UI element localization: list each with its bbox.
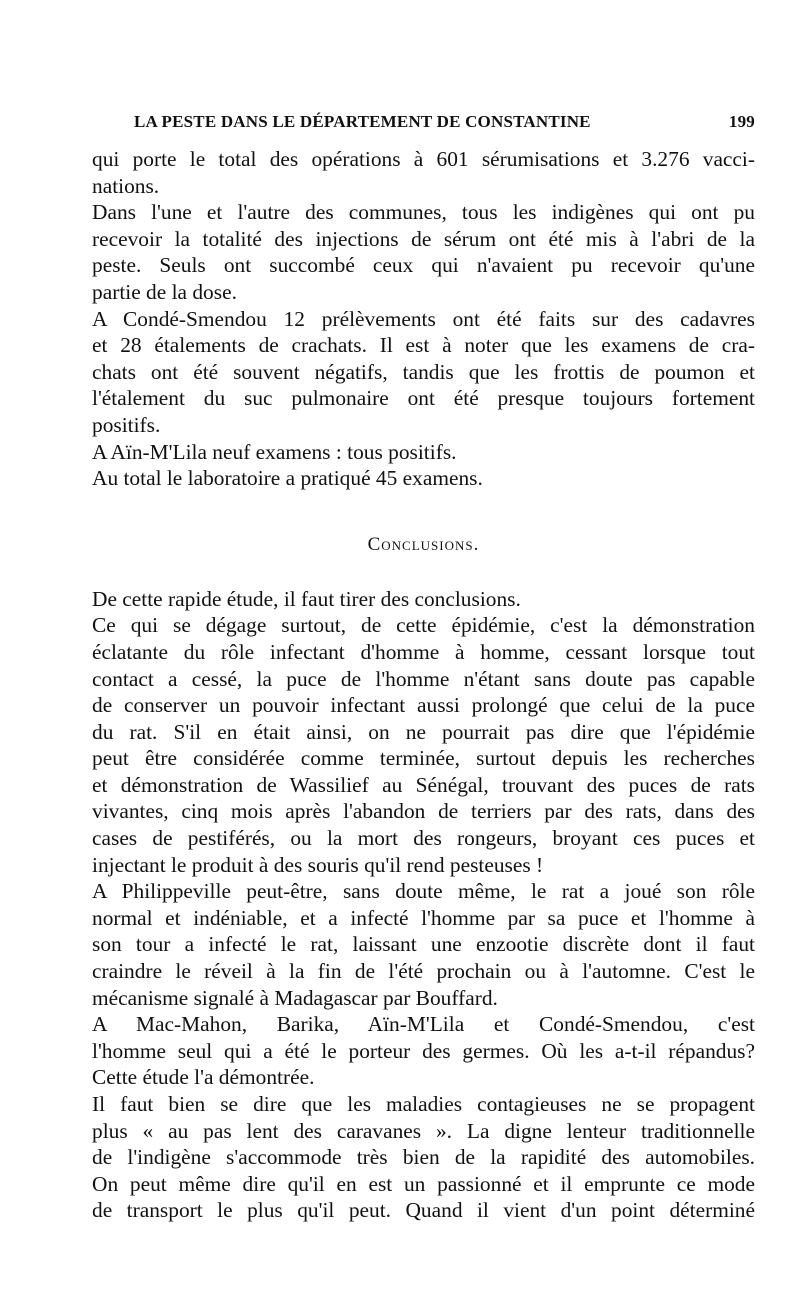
text-line: Dans l'une et l'autre des communes, tous les indigènes qui ont pu [92,200,755,225]
paragraph [92,612,755,878]
text-line: Il faut bien se dire que les maladies contagieuses ne se propagent [92,1092,755,1116]
text-line: vivantes, cinq mois après l'abandon de terriers par des rats, dans des [92,799,755,824]
paragraph [92,586,755,613]
section-heading: Conclusions. [367,533,480,555]
text-line: normal et indéniable, et a infecté l'homme par sa puce et l'homme à [92,905,755,930]
body-text-before [92,146,755,492]
running-head [92,112,755,132]
paragraph [92,465,755,492]
body-text-after [92,586,755,1224]
text-line: De cette rapide étude, il faut tirer des conclusions. [92,586,521,611]
text-line: cases de pestiférés, ou la mort des rongeurs, broyant ces puces et [92,826,755,851]
text-line: éclatante du rôle infectant d'homme à homme, cessant lorsque tout [92,639,755,664]
paragraph [92,199,755,305]
text-line: son tour a infecté le rat, laissant une enzootie discrète dont il faut [92,932,755,957]
text-line: et 28 étalements de crachats. Il est à noter que les examens de cra- [92,333,755,358]
text-line: On peut même dire qu'il en est un passionné et il emprunte ce mode [92,1171,755,1196]
text-line: de l'indigène s'accommode très bien de la rapidité des automobiles. [92,1145,755,1170]
paragraph [92,439,755,466]
page-number: 199 [728,112,755,131]
text-line: du rat. S'il en était ainsi, on ne pourrait pas dire que l'épidémie [92,719,755,744]
running-title: LA PESTE DANS LE DÉPARTEMENT DE CONSTANTINE [134,112,591,131]
text-line: Ce qui se dégage surtout, de cette épidémie, c'est la démonstration [92,613,755,638]
text-line: de transport le plus qu'il peut. Quand il vient d'un point déterminé [92,1198,755,1223]
text-line: mécanisme signalé à Madagascar par Bouffard. [92,985,498,1010]
text-line: A Mac-Mahon, Barika, Aïn-M'Lila et Condé-Smendou, c'est [92,1012,755,1037]
text-line: et démonstration de Wassilief au Sénégal, trouvant des puces de rats [92,772,755,797]
text-line: Au total le laboratoire a pratiqué 45 examens. [92,466,483,491]
text-line: A Philippeville peut-être, sans doute même, le rat a joué son rôle [92,879,755,904]
text-line: recevoir la totalité des injections de sérum ont été mis à l'abri de la [92,226,755,251]
text-line: peut être considérée comme terminée, surtout depuis les recherches [92,746,755,771]
text-line: injectant le produit à des souris qu'il rend pesteuses ! [92,852,544,877]
text-line: nations. [92,173,160,198]
text-line: partie de la dose. [92,279,237,304]
text-line: peste. Seuls ont succombé ceux qui n'avaient pu recevoir qu'une [92,253,755,278]
text-line: l'étalement du suc pulmonaire ont été presque toujours fortement [92,386,755,411]
text-line: de conserver un pouvoir infectant aussi prolongé que celui de la puce [92,693,755,718]
text-line: l'homme seul qui a été le porteur des germes. Où les a-t-il répandus? [92,1038,755,1063]
paragraph [92,306,755,439]
paragraph [92,1011,755,1091]
paragraph [92,878,755,1011]
text-line: A Condé-Smendou 12 prélèvements ont été faits sur des cadavres [92,306,755,331]
book-page [92,112,755,1224]
text-line: chats ont été souvent négatifs, tandis que les frottis de poumon et [92,359,755,384]
text-line: Cette étude l'a démontrée. [92,1065,315,1090]
text-line: A Aïn-M'Lila neuf examens : tous positifs. [92,439,457,464]
paragraph [92,1091,755,1224]
text-line: plus « au pas lent des caravanes ». La digne lenteur traditionnelle [92,1118,755,1143]
paragraph [92,146,755,199]
text-line: contact a cessé, la puce de l'homme n'étant sans doute pas capable [92,666,755,691]
text-line: positifs. [92,412,161,437]
text-line: craindre le réveil à la fin de l'été prochain ou à l'automne. C'est le [92,959,755,984]
text-line: qui porte le total des opérations à 601 sérumisations et 3.276 vacci- [92,147,755,171]
